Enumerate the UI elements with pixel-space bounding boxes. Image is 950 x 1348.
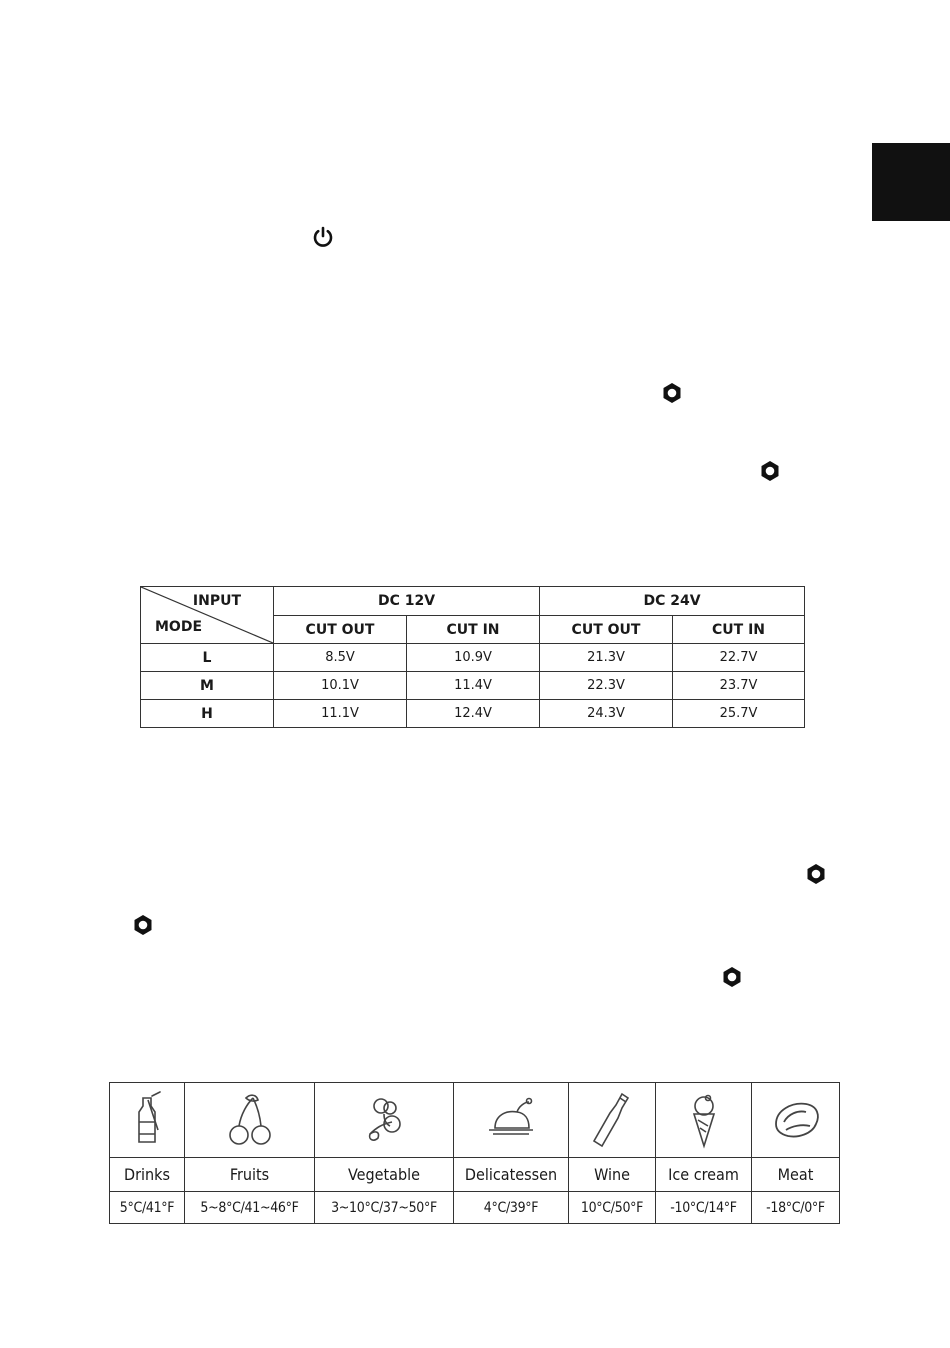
voltage-cutoff-table [140, 586, 805, 728]
food-icon-cell [110, 1083, 185, 1158]
steak-icon [766, 1090, 826, 1150]
food-icon-cell [656, 1083, 752, 1158]
mode-cell: M [141, 672, 274, 700]
subheader-cut-in: CUT IN [407, 616, 540, 644]
food-name-cell: Meat [752, 1158, 840, 1192]
group-header-dc12: DC 12V [274, 587, 540, 616]
value-cell: 10.9V [407, 644, 540, 672]
food-name-cell: Drinks [110, 1158, 185, 1192]
value-cell: 22.3V [540, 672, 673, 700]
food-icon-cell [569, 1083, 656, 1158]
food-icon-cell [315, 1083, 454, 1158]
food-name-cell: Fruits [185, 1158, 315, 1192]
roast-chicken-icon [481, 1090, 541, 1150]
food-icon-cell [454, 1083, 569, 1158]
settings-gear-icon [660, 381, 684, 405]
food-name-cell: Wine [569, 1158, 656, 1192]
corner-header-cell [141, 587, 274, 644]
food-storage-temperature-table [109, 1082, 840, 1224]
wine-bottle-icon [582, 1090, 642, 1150]
value-cell: 24.3V [540, 700, 673, 728]
value-cell: 10.1V [274, 672, 407, 700]
vegetable-icon [354, 1090, 414, 1150]
subheader-cut-out: CUT OUT [274, 616, 407, 644]
input-label: INPUT [192, 593, 241, 609]
food-temp-cell: -10°C/14°F [656, 1192, 752, 1224]
settings-gear-icon [804, 862, 828, 886]
settings-gear-icon [131, 913, 155, 937]
mode-cell: H [141, 700, 274, 728]
settings-gear-icon [758, 459, 782, 483]
food-temp-cell: 4°C/39°F [454, 1192, 569, 1224]
food-temp-cell: -18°C/0°F [752, 1192, 840, 1224]
power-icon [311, 225, 335, 249]
food-name-cell: Delicatessen [454, 1158, 569, 1192]
ice-cream-icon [674, 1090, 734, 1150]
value-cell: 11.1V [274, 700, 407, 728]
value-cell: 23.7V [673, 672, 805, 700]
food-temp-cell: 5~8°C/41~46°F [185, 1192, 315, 1224]
mode-label: MODE [155, 619, 203, 635]
food-temp-cell: 10°C/50°F [569, 1192, 656, 1224]
value-cell: 22.7V [673, 644, 805, 672]
page-tab-marker [872, 143, 950, 221]
value-cell: 12.4V [407, 700, 540, 728]
drinks-bottle-icon [117, 1090, 177, 1150]
value-cell: 8.5V [274, 644, 407, 672]
table-row [141, 672, 805, 700]
mode-cell: L [141, 644, 274, 672]
value-cell: 21.3V [540, 644, 673, 672]
group-header-dc24: DC 24V [540, 587, 805, 616]
food-temp-cell: 5°C/41°F [110, 1192, 185, 1224]
food-name-cell: Ice cream [656, 1158, 752, 1192]
food-temp-cell: 3~10°C/37~50°F [315, 1192, 454, 1224]
food-icon-cell [185, 1083, 315, 1158]
table-row [141, 700, 805, 728]
subheader-cut-in: CUT IN [673, 616, 805, 644]
cherries-icon [220, 1090, 280, 1150]
value-cell: 11.4V [407, 672, 540, 700]
value-cell: 25.7V [673, 700, 805, 728]
food-name-cell: Vegetable [315, 1158, 454, 1192]
food-icon-cell [752, 1083, 840, 1158]
settings-gear-icon [720, 965, 744, 989]
table-row [141, 644, 805, 672]
subheader-cut-out: CUT OUT [540, 616, 673, 644]
